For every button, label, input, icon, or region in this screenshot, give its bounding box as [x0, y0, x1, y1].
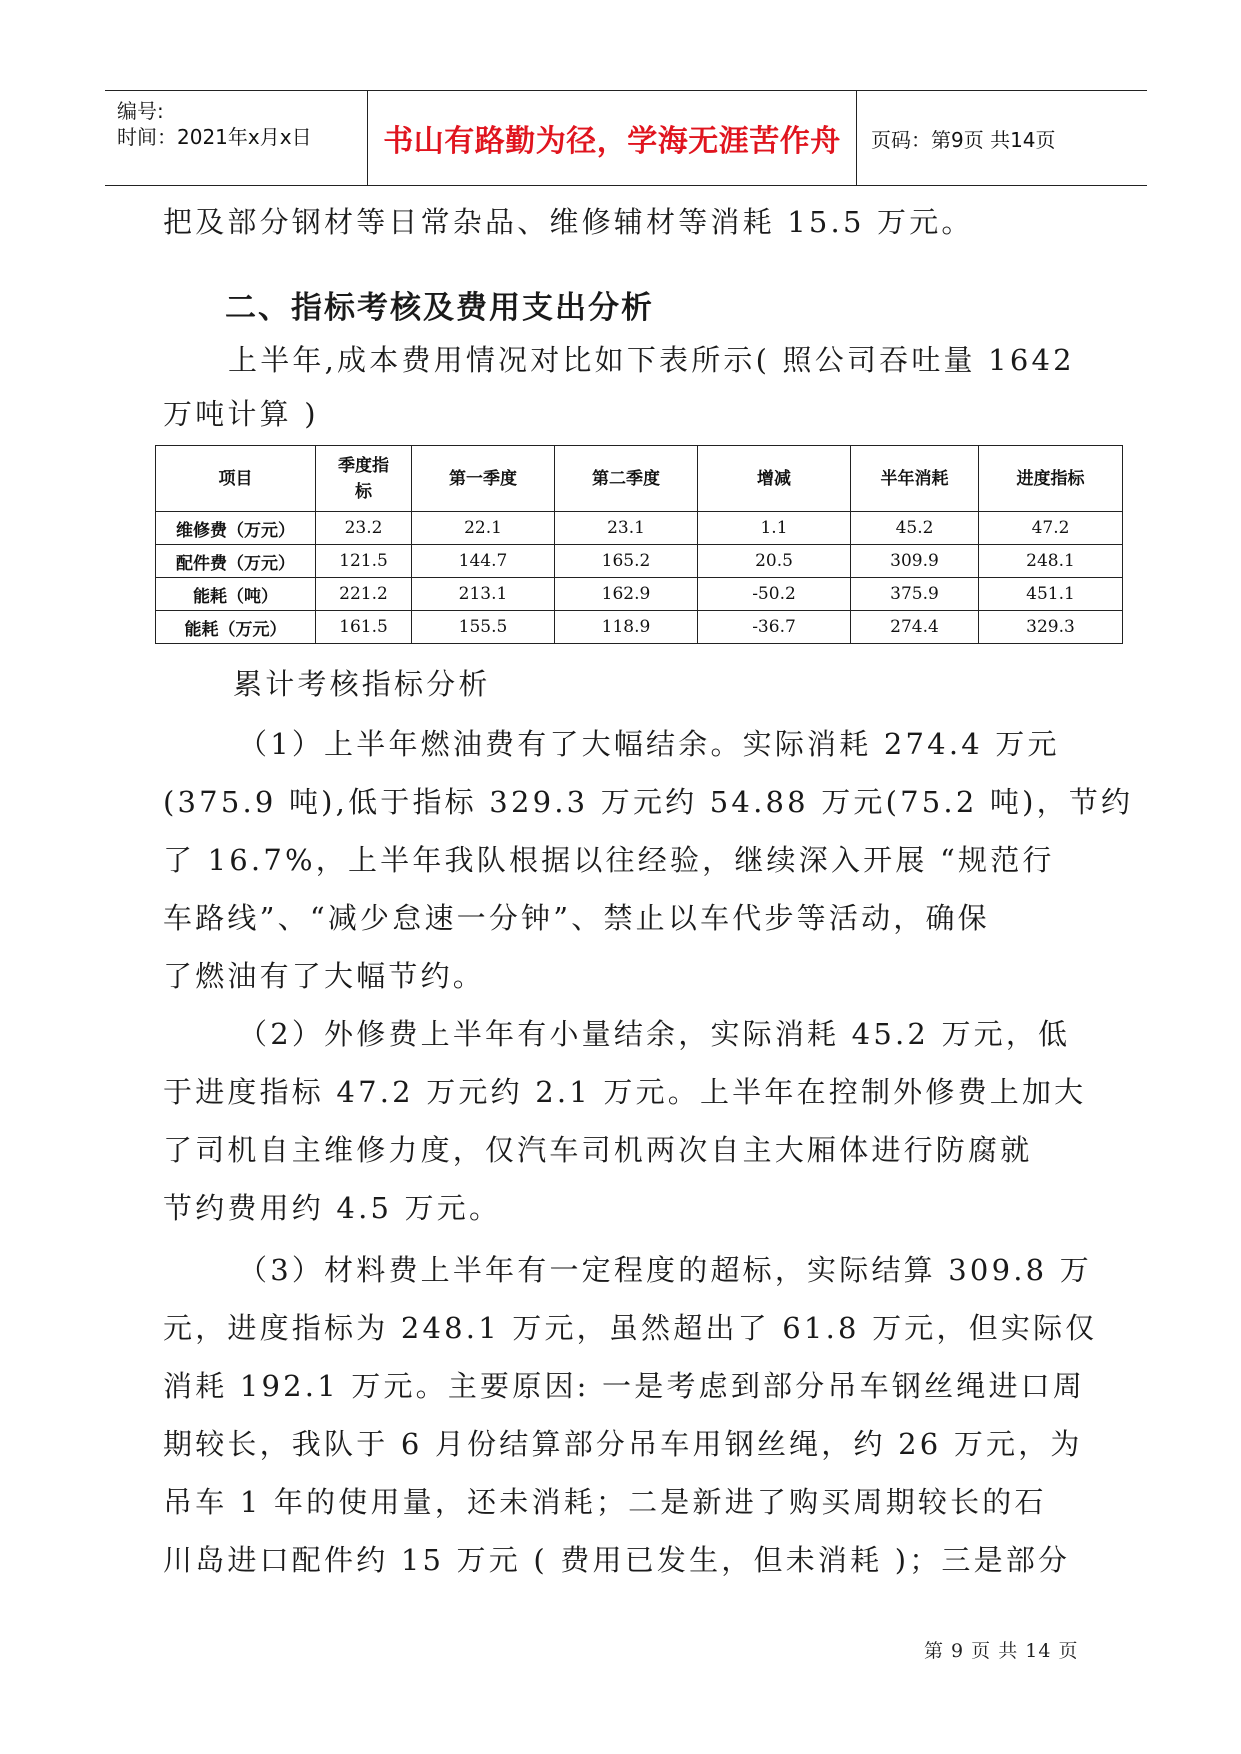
- body-line: (375.9 吨),低于指标 329.3 万元约 54.88 万元(75.2 吨)，节约: [163, 785, 1134, 819]
- table-row: [156, 512, 1123, 545]
- table-cell: 248.1: [979, 545, 1123, 578]
- body-line: 川岛进口配件约 15 万元 ( 费用已发生，但未消耗 )；三是部分: [163, 1543, 1071, 1577]
- table-cell: 配件费（万元）: [156, 545, 316, 578]
- table-cell: 维修费（万元）: [156, 512, 316, 545]
- table-header-cell: 半年消耗: [851, 446, 979, 512]
- cost-comparison-table: [155, 445, 1123, 644]
- header-cell-line: 标: [355, 481, 372, 502]
- table-cell: 能耗（万元）: [156, 611, 316, 644]
- table-cell: 329.3: [979, 611, 1123, 644]
- table-header-cell: 增减: [698, 446, 851, 512]
- body-line: 把及部分钢材等日常杂品、维修辅材等消耗 15.5 万元。: [163, 205, 974, 239]
- table-cell: 375.9: [851, 578, 979, 611]
- table-header-cell: 第一季度: [412, 446, 555, 512]
- table-cell: 144.7: [412, 545, 555, 578]
- section-heading: 二、指标考核及费用支出分析: [225, 290, 654, 326]
- table-header-cell: [316, 446, 412, 512]
- table-row: [156, 578, 1123, 611]
- body-line: 节约费用约 4.5 万元。: [163, 1191, 502, 1225]
- table-cell: 165.2: [555, 545, 698, 578]
- body-line: 消耗 192.1 万元。主要原因: 一是考虑到部分吊车钢丝绳进口周: [163, 1369, 1086, 1403]
- table-cell: 23.1: [555, 512, 698, 545]
- table-cell: 309.9: [851, 545, 979, 578]
- table-cell: 45.2: [851, 512, 979, 545]
- body-line: （2）外修费上半年有小量结余，实际消耗 45.2 万元，低: [238, 1017, 1071, 1051]
- table-header-cell: 项目: [156, 446, 316, 512]
- body-line: 吊车 1 年的使用量，还未消耗；二是新进了购买周期较长的石: [163, 1485, 1047, 1519]
- table-cell: 221.2: [316, 578, 412, 611]
- body-line: 万吨计算 ): [163, 397, 319, 431]
- body-line: 了 16.7%，上半年我队根据以往经验，继续深入开展 “规范行: [163, 843, 1055, 877]
- body-line: 了燃油有了大幅节约。: [163, 959, 486, 993]
- time-label: 时间：2021年x月x日: [117, 125, 312, 149]
- table-cell: 162.9: [555, 578, 698, 611]
- header-motto: 书山有路勤为径，学海无涯苦作舟: [367, 91, 857, 185]
- table-row: [156, 545, 1123, 578]
- serial-label: 编号:: [117, 99, 164, 123]
- page-footer: 第 9 页 共 14 页: [924, 1640, 1079, 1662]
- header-page-info: 页码：第9页 共14页: [871, 127, 1056, 152]
- body-line: 元，进度指标为 248.1 万元，虽然超出了 61.8 万元，但实际仅: [163, 1311, 1098, 1345]
- table-cell: 23.2: [316, 512, 412, 545]
- table-header-cell: 进度指标: [979, 446, 1123, 512]
- body-line: 累计考核指标分析: [233, 667, 491, 701]
- table-cell: 213.1: [412, 578, 555, 611]
- table-cell: 能耗（吨）: [156, 578, 316, 611]
- table-cell: 20.5: [698, 545, 851, 578]
- table-cell: 22.1: [412, 512, 555, 545]
- table-cell: 274.4: [851, 611, 979, 644]
- table-cell: 47.2: [979, 512, 1123, 545]
- table-cell: 161.5: [316, 611, 412, 644]
- body-line: （3）材料费上半年有一定程度的超标，实际结算 309.8 万: [238, 1253, 1092, 1287]
- table-header-row: [156, 446, 1123, 512]
- table-cell: -50.2: [698, 578, 851, 611]
- table-cell: 121.5: [316, 545, 412, 578]
- body-line: 期较长，我队于 6 月份结算部分吊车用钢丝绳，约 26 万元，为: [163, 1427, 1083, 1461]
- table-cell: 155.5: [412, 611, 555, 644]
- body-line: 了司机自主维修力度，仅汽车司机两次自主大厢体进行防腐就: [163, 1133, 1033, 1167]
- header-meta: [105, 91, 367, 185]
- body-line: 于进度指标 47.2 万元约 2.1 万元。上半年在控制外修费上加大: [163, 1075, 1087, 1109]
- table-cell: -36.7: [698, 611, 851, 644]
- body-line: 车路线”、“减少怠速一分钟”、禁止以车代步等活动，确保: [163, 901, 990, 935]
- table-row: [156, 611, 1123, 644]
- body-line: （1）上半年燃油费有了大幅结余。实际消耗 274.4 万元: [238, 727, 1060, 761]
- body-line: 上半年,成本费用情况对比如下表所示( 照公司吞吐量 1642: [228, 343, 1075, 377]
- table-cell: 1.1: [698, 512, 851, 545]
- table-header-cell: 第二季度: [555, 446, 698, 512]
- table-cell: 118.9: [555, 611, 698, 644]
- table-cell: 451.1: [979, 578, 1123, 611]
- page-header: [105, 90, 1147, 186]
- header-cell-line: 季度指: [338, 455, 389, 476]
